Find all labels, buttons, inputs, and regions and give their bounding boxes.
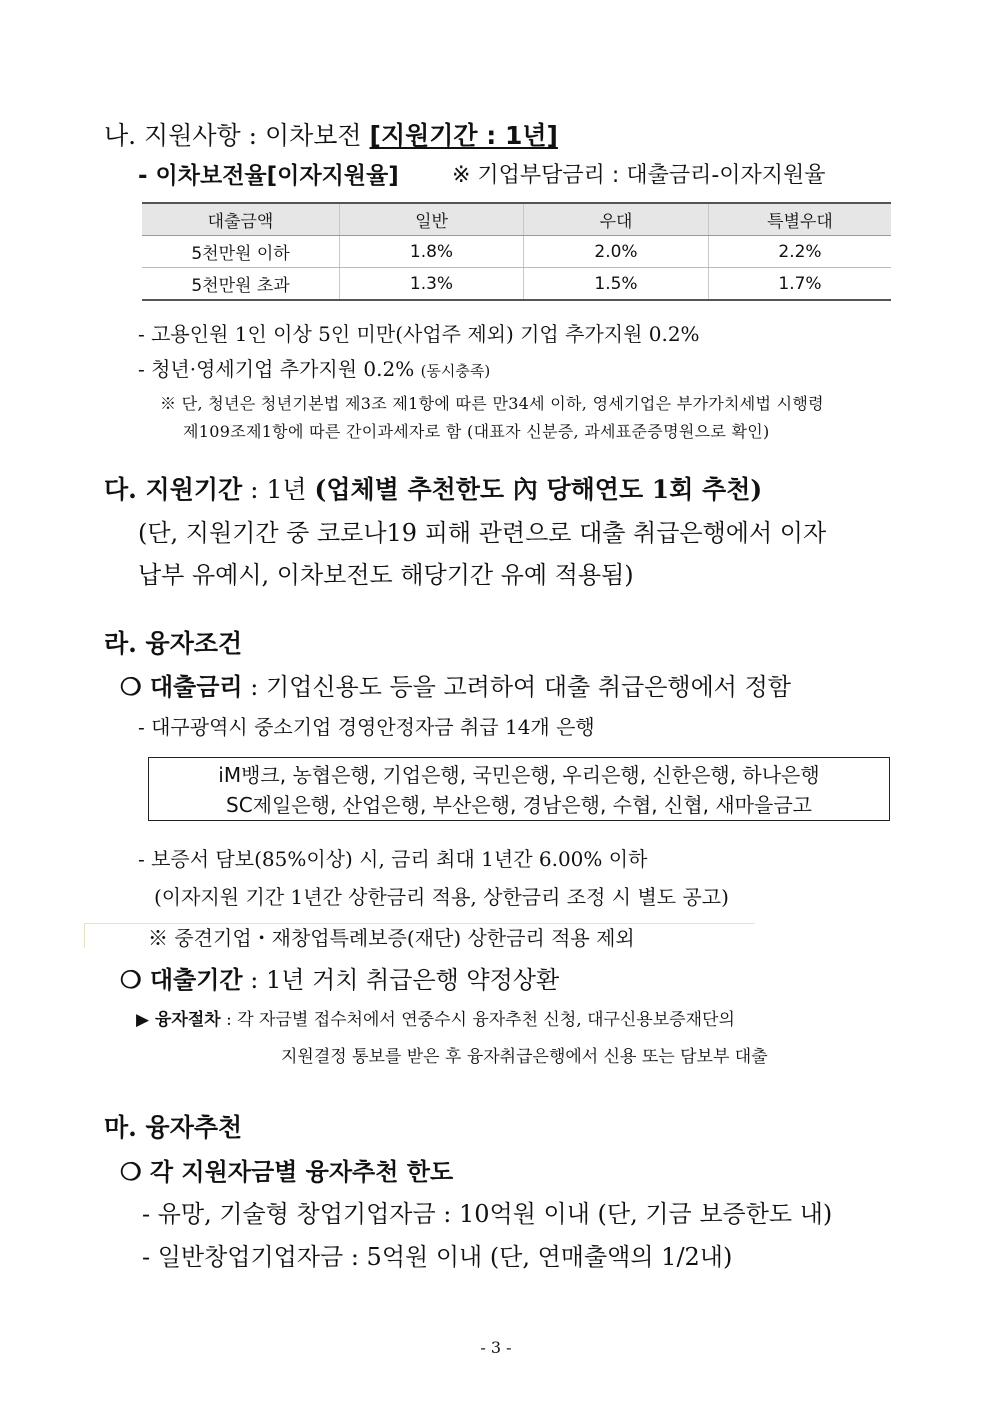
interest-rate-table xyxy=(142,202,891,301)
recommendation-item-2: - 일반창업기업자금 : 5억원 이내 (단, 연매출액의 1/2내) xyxy=(142,1243,733,1271)
banks-intro: - 대구광역시 중소기업 경영안정자금 취급 14개 은행 xyxy=(138,715,595,739)
section-ma-subheading: ❍ 각 지원자금별 융자추천 한도 xyxy=(120,1157,454,1186)
loan-period-text: : 1년 거치 취급은행 약정상환 xyxy=(242,966,560,994)
loan-rate-text: : 기업신용도 등을 고려하여 대출 취급은행에서 정함 xyxy=(242,673,791,701)
table-cell: 1.7% xyxy=(709,268,892,301)
youth-bonus-note: (동시충족) xyxy=(420,362,491,380)
section-da-heading-prefix: 다. 지원기간 xyxy=(104,475,243,504)
exclusion-note: ※ 중견기업・재창업특례보증(재단) 상한금리 적용 제외 xyxy=(148,926,635,950)
section-ma-heading: 마. 융자추천 xyxy=(104,1113,243,1142)
guarantee-line: - 보증서 담보(85%이상) 시, 금리 최대 1년간 6.00% 이하 xyxy=(138,847,648,871)
section-da-heading-value: : 1년 xyxy=(242,475,315,504)
section-da-heading xyxy=(104,470,762,506)
table-cell: 1.3% xyxy=(340,268,524,301)
table-cell: 1.5% xyxy=(524,268,709,301)
loan-rate-label: ❍ 대출금리 xyxy=(120,672,243,701)
youth-bonus-text: - 청년·영세기업 추가지원 0.2% xyxy=(138,357,415,381)
table-cell: 1.8% xyxy=(340,236,524,268)
table-cell: 5천만원 초과 xyxy=(142,268,340,301)
support-period-highlight: [지원기간 : 1년] xyxy=(369,121,558,150)
rate-label: - 이차보전율[이자지원율] xyxy=(138,163,399,189)
youth-bonus-line xyxy=(138,353,490,382)
table-header-cell: 우대 xyxy=(524,203,709,236)
table-cell: 5천만원 이하 xyxy=(142,236,340,268)
section-na-heading-text: 나. 지원사항 : 이차보전 xyxy=(104,121,370,150)
procedure-label: ▶ 융자절차 xyxy=(136,1010,221,1030)
table-row xyxy=(142,268,891,301)
guarantee-note: (이자지원 기간 1년간 상한금리 적용, 상한금리 조정 시 별도 공고) xyxy=(154,885,729,909)
employment-bonus-line: - 고용인원 1인 이상 5인 미만(사업주 제외) 기업 추가지원 0.2% xyxy=(138,322,700,346)
procedure-line-2: 지원결정 통보를 받은 후 융자취급은행에서 신용 또는 담보부 대출 xyxy=(281,1047,768,1067)
loan-rate-line xyxy=(120,667,791,702)
bank-list-line-2: SC제일은행, 산업은행, 부산은행, 경남은행, 수협, 신협, 새마을금고 xyxy=(226,793,812,817)
loan-period-line xyxy=(120,960,559,995)
bank-list-box xyxy=(148,757,890,821)
table-header-cell: 대출금액 xyxy=(142,203,340,236)
table-header-cell: 일반 xyxy=(340,203,524,236)
page-number: - 3 - xyxy=(480,1338,512,1357)
table-header-cell: 특별우대 xyxy=(709,203,892,236)
table-cell: 2.0% xyxy=(524,236,709,268)
rate-note: ※ 기업부담금리 : 대출금리-이자지원율 xyxy=(452,163,826,188)
table-row xyxy=(142,236,891,268)
table-header-row xyxy=(142,203,891,236)
section-da-para-line-2: 납부 유예시, 이차보전도 해당기간 유예 적용됨) xyxy=(138,561,634,589)
recommendation-item-1: - 유망, 기술형 창업기업자금 : 10억원 이내 (단, 기금 보증한도 내) xyxy=(142,1200,833,1228)
footnote-line-2: 제109조제1항에 따른 간이과세자로 함 (대표자 신분증, 과세표준증명원으로 확인) xyxy=(183,422,770,441)
procedure-line-1 xyxy=(136,1005,735,1030)
loan-period-label: ❍ 대출기간 xyxy=(120,965,243,994)
procedure-text-1: : 각 자금별 접수처에서 연중수시 융자추천 신청, 대구신용보증재단의 xyxy=(220,1010,735,1030)
section-na-heading xyxy=(104,116,558,152)
table-cell: 2.2% xyxy=(709,236,892,268)
section-da-heading-bold: (업체별 추천한도 內 당해연도 1회 추천) xyxy=(314,475,763,504)
section-da-para-line-1: (단, 지원기간 중 코로나19 피해 관련으로 대출 취급은행에서 이자 xyxy=(138,519,827,547)
bank-list-line-1: iM뱅크, 농협은행, 기업은행, 국민은행, 우리은행, 신한은행, 하나은행 xyxy=(218,763,820,787)
section-ra-heading: 라. 융자조건 xyxy=(104,629,243,658)
footnote-line-1: ※ 단, 청년은 청년기본법 제3조 제1항에 따른 만34세 이하, 영세기업은 부가가치세법 시행령 xyxy=(160,394,824,413)
